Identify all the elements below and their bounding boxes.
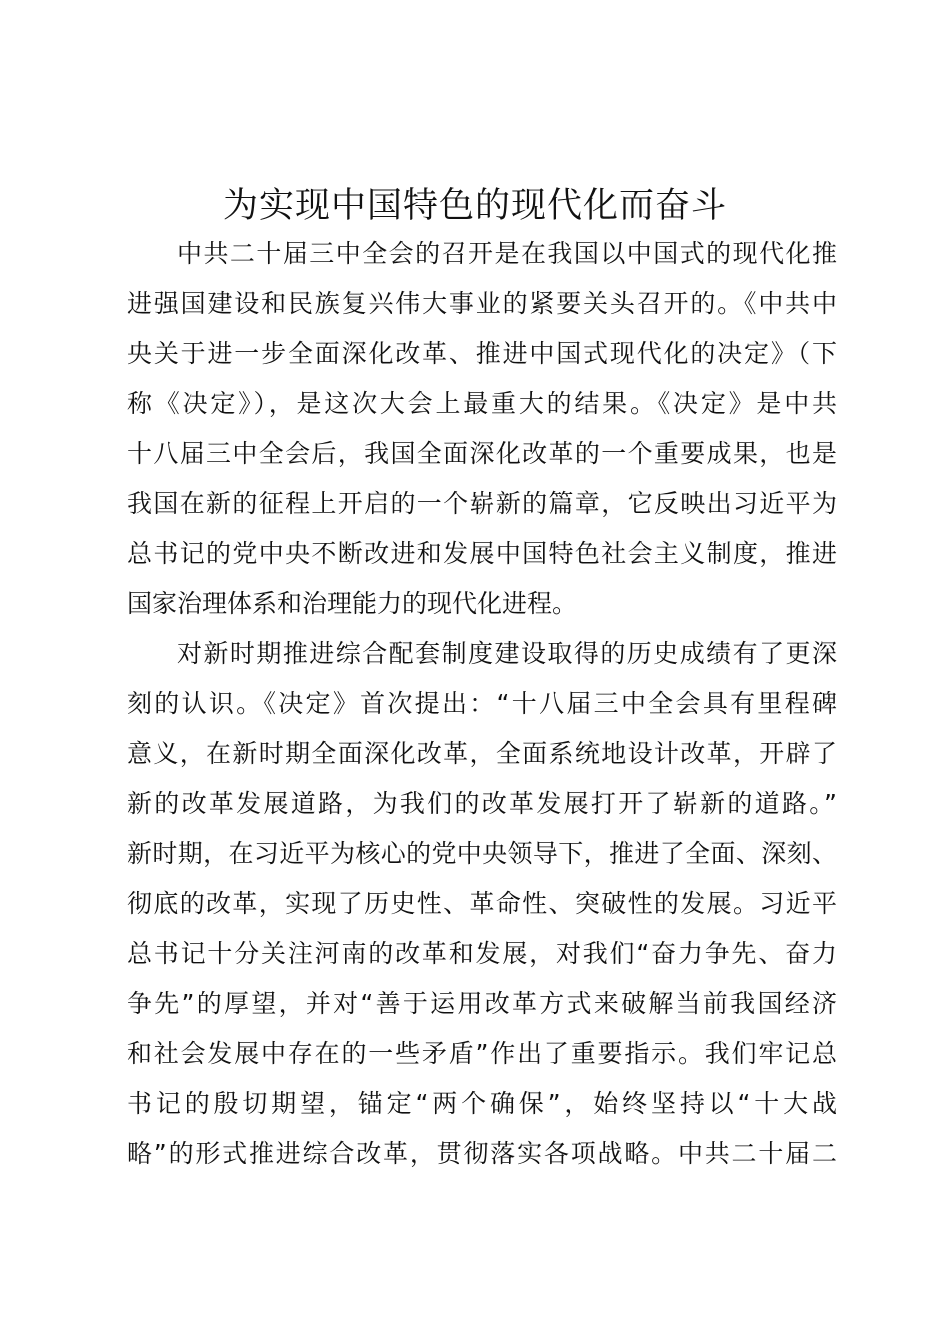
paragraph-line: 进强国建设和民族复兴伟大事业的紧要关头召开的。《中共中: [127, 289, 837, 318]
paragraph-line: 总书记十分关注河南的改革和发展，对我们“奋力争先、奋力: [127, 939, 837, 968]
paragraph-line: 国家治理体系和治理能力的现代化进程。: [127, 589, 578, 618]
paragraph-line: 我国在新的征程上开启的一个崭新的篇章，它反映出习近平为: [127, 489, 837, 518]
document-title: 为实现中国特色的现代化而奋斗: [222, 186, 727, 226]
paragraph-line: 争先”的厚望，并对“善于运用改革方式来破解当前我国经济: [127, 989, 837, 1018]
paragraph-line: 刻的认识。《决定》首次提出：“十八届三中全会具有里程碑: [127, 689, 837, 718]
paragraph-line: 称《决定》），是这次大会上最重大的结果。《决定》是中共: [127, 389, 837, 418]
paragraph-line: 略”的形式推进综合改革，贯彻落实各项战略。中共二十届二: [127, 1139, 837, 1168]
paragraph-line: 书记的殷切期望，锚定“两个确保”，始终坚持以“十大战: [127, 1089, 837, 1118]
paragraph-line: 新的改革发展道路，为我们的改革发展打开了崭新的道路。”: [127, 789, 837, 818]
paragraph-line: 中共二十届三中全会的召开是在我国以中国式的现代化推: [177, 239, 837, 268]
paragraph-line: 意义，在新时期全面深化改革，全面系统地设计改革，开辟了: [127, 739, 837, 768]
paragraph-line: 总书记的党中央不断改进和发展中国特色社会主义制度，推进: [127, 539, 837, 568]
paragraph-line: 和社会发展中存在的一些矛盾”作出了重要指示。我们牢记总: [127, 1039, 837, 1068]
paragraph-line: 新时期，在习近平为核心的党中央领导下，推进了全面、深刻、: [127, 839, 837, 868]
paragraph-line: 央关于进一步全面深化改革、推进中国式现代化的决定》（下: [127, 339, 837, 368]
paragraph-line: 对新时期推进综合配套制度建设取得的历史成绩有了更深: [177, 639, 837, 668]
paragraph-line: 彻底的改革，实现了历史性、革命性、突破性的发展。习近平: [127, 889, 837, 918]
paragraph-line: 十八届三中全会后，我国全面深化改革的一个重要成果，也是: [127, 439, 837, 468]
